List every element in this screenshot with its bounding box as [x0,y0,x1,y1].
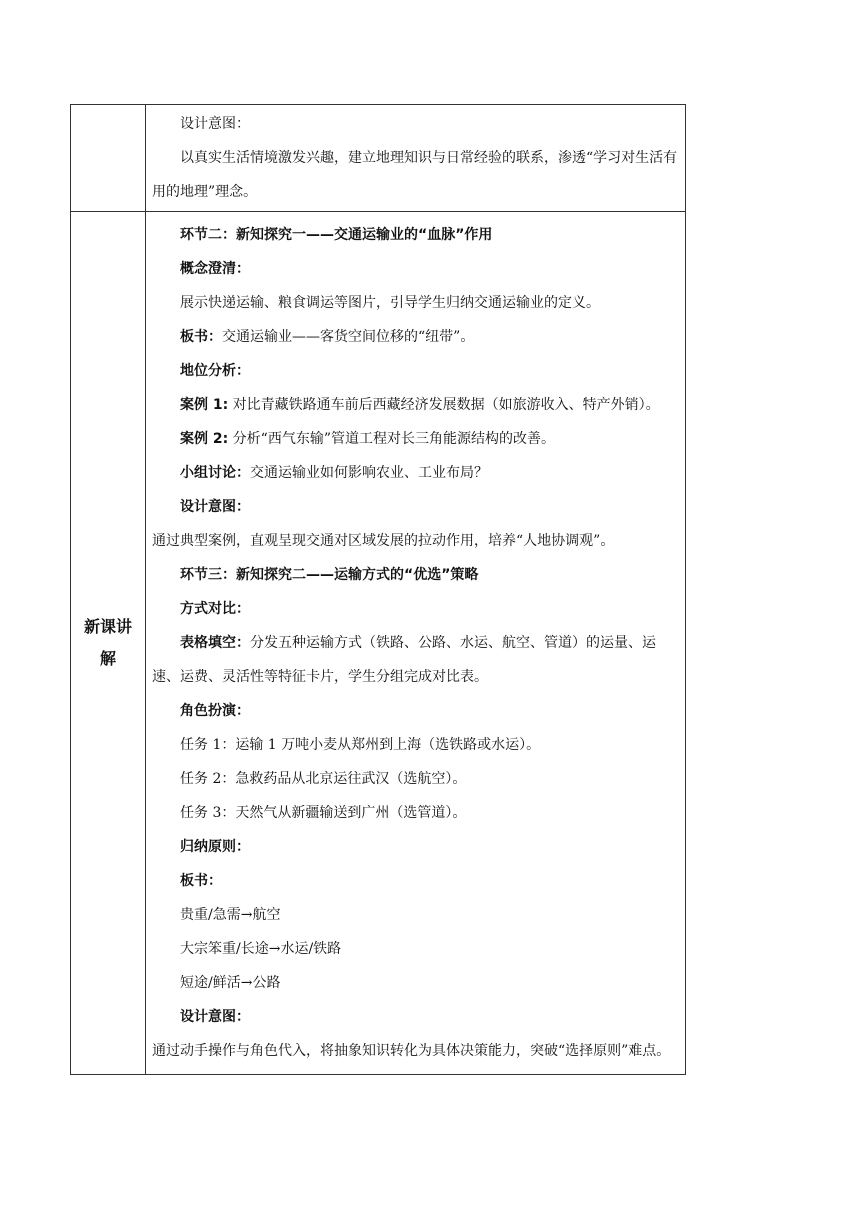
board1-label: 板书： [180,329,222,345]
case2-text: 分析“西气东输”管道工程对长三角能源结构的改善。 [228,431,555,447]
rule1: 贵重/急需→航空 [180,907,281,923]
table-row [71,105,686,212]
row-content-cell [146,212,686,1075]
task2: 任务 2：急救药品从北京运往武汉（选航空）。 [180,771,467,787]
task3: 任务 3：天然气从新疆输送到广州（选管道）。 [180,805,467,821]
table-fill-line [152,626,679,694]
table-fill-label: 表格填空： [180,635,250,651]
case1-label: 案例 1: [180,397,229,413]
case1-line [152,388,679,422]
discuss-label: 小组讨论： [180,465,250,481]
table-row [71,212,686,1075]
status-label: 地位分析： [180,363,250,379]
concept-text: 展示快递运输、粮食调运等图片，引导学生归纳交通运输业的定义。 [180,295,600,311]
case2-line [152,422,679,456]
case1-text: 对比青藏铁路通车前后西藏经济发展数据（如旅游收入、特产外销）。 [228,397,660,413]
discuss-text: 交通运输业如何影响农业、工业布局？ [250,465,488,481]
roleplay-label: 角色扮演： [180,703,250,719]
discuss-line [152,456,679,490]
design2-text: 通过动手操作与角色代入，将抽象知识转化为具体决策能力，突破“选择原则”难点。 [152,1043,671,1059]
row-label-cell [71,212,146,1075]
section3-title: 环节三：新知探究二——运输方式的“优选”策略 [180,567,479,583]
section2-title: 环节二：新知探究一——交通运输业的“血脉”作用 [180,227,493,243]
row-content-cell [146,105,686,212]
rule2: 大宗笨重/长途→水运/铁路 [180,941,342,957]
rule3: 短途/鲜活→公路 [180,975,281,991]
row-label-cell [71,105,146,212]
design-intent-text: 以真实生活情境激发兴趣，建立地理知识与日常经验的联系，渗透“学习对生活有用的地理”理念。 [152,150,678,200]
design-intent-label: 设计意图： [180,116,250,132]
design2-label: 设计意图： [180,1009,250,1025]
task1: 任务 1：运输 1 万吨小麦从郑州到上海（选铁路或水运）。 [180,737,541,753]
principle-label: 归纳原则： [180,839,250,855]
board1-line [152,320,679,354]
board2-label: 板书： [180,873,222,889]
design1-text: 通过典型案例，直观呈现交通对区域发展的拉动作用，培养“人地协调观”。 [152,533,615,549]
design1-label: 设计意图： [180,499,250,515]
concept-label: 概念澄清： [180,261,250,277]
table-fill-text: 分发五种运输方式（铁路、公路、水运、航空、管道）的运量、运速、运费、灵活性等特征卡片，学生分组完成对比表。 [152,635,656,685]
lesson-plan-table [70,104,686,1075]
row-label-new-lesson: 新课讲解 [83,617,132,668]
compare-label: 方式对比： [180,601,250,617]
board1-text: 交通运输业——客货空间位移的“纽带”。 [222,329,475,345]
case2-label: 案例 2: [180,431,229,447]
